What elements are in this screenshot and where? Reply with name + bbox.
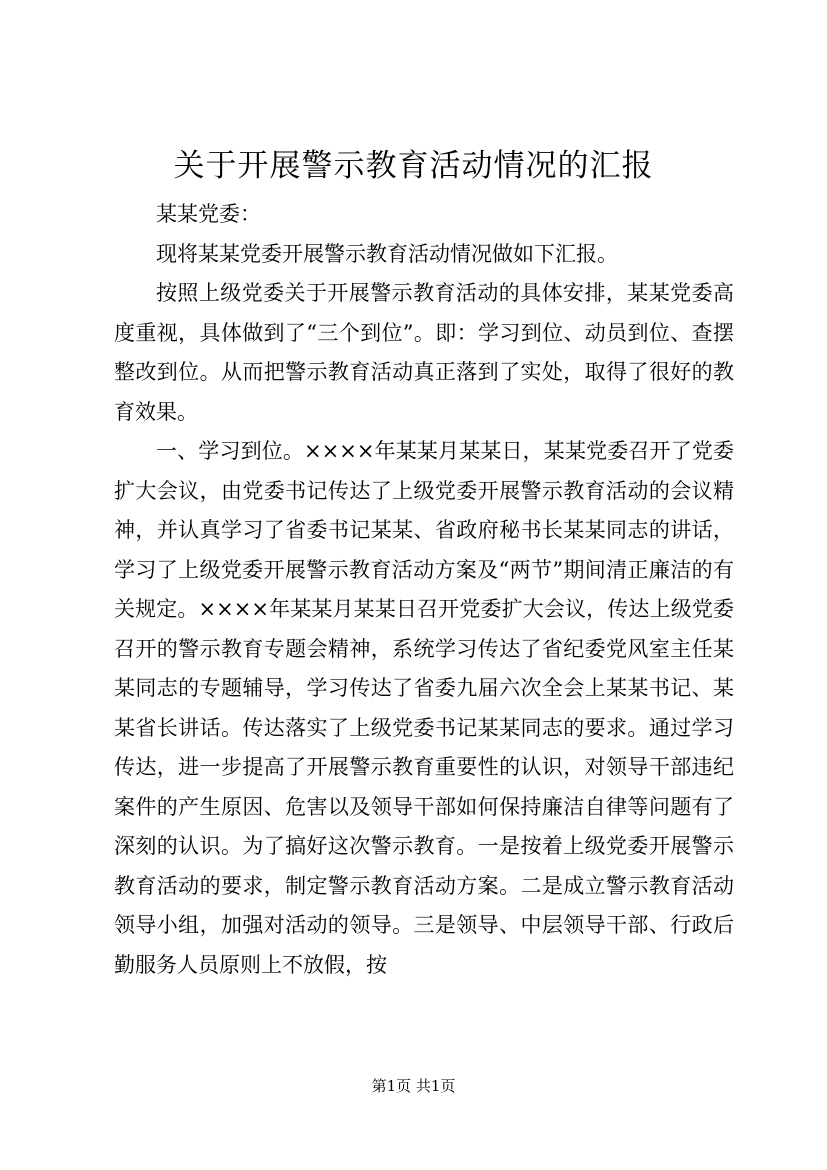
salutation: 某某党委： [156,202,261,226]
paragraph-overview: 按照上级党委关于开展警示教育活动的具体安排，某某党委高度重视，具体做到了“三个到位”。即：学习到位、动员到位、查摆整改到位。从而把警示教育活动真正落到了实处，取得了很好的教育效果。 [114,281,734,424]
paragraph-intro: 现将某某党委开展警示教育活动情况做如下汇报。 [156,241,618,266]
document-body [114,195,734,985]
document-title: 关于开展警示教育活动情况的汇报 [173,148,654,184]
paragraph-section-one: 一、学习到位。××××年某某月某某日，某某党委召开了党委扩大会议，由党委书记传达了上级党委开展警示教育活动的会议精神，并认真学习了省委书记某某、省政府秘书长某某同志的讲话，学习了上级党委开展警示教育活动方案及“两节”期间清正廉洁的有关规定。××××年某某月某某日召开党委扩大会议，传达上级党委召开的警示教育专题会精神，系统学习传达了省纪委党风室主任某某同志的专题辅导，学习传达了省委九届六次全会上某某书记、某某省长讲话。传达落实了上级党委书记某某同志的要求。通过学习传达，进一步提高了开展警示教育重要性的认识，对领导干部违纪案件的产生原因、危害以及领导干部如何保持廉洁自律等问题有了深刻的认识。为了搞好这次警示教育。一是按着上级党委开展警示教育活动的要求，制定警示教育活动方案。二是成立警示教育活动领导小组，加强对活动的领导。三是领导、中层领导干部、行政后勤服务人员原则上不放假，按 [114,439,734,977]
page-number-footer: 第1页 共1页 [371,1077,456,1095]
